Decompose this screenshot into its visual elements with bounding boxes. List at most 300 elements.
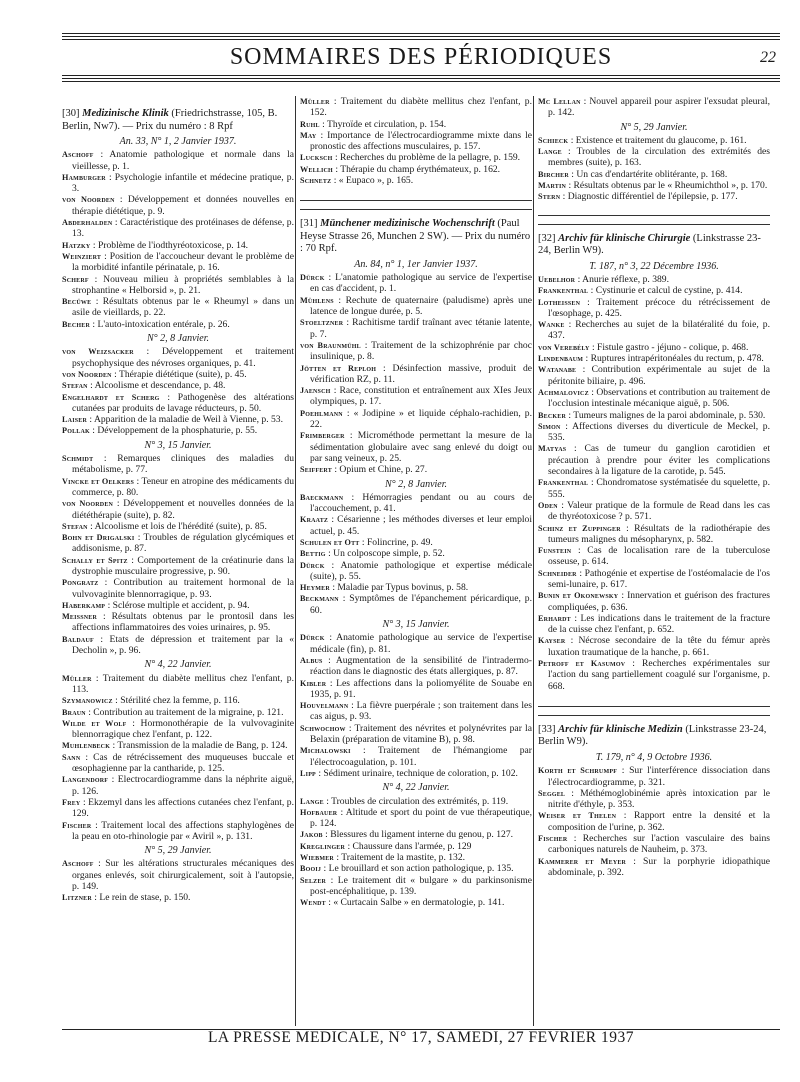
article-title: : Le rein de stase, p. 150.	[94, 892, 191, 904]
article-title: : Traitement du diabète mellitus chez l'enfant, p. 152.	[310, 96, 533, 119]
article-title: : Traitement de la schizophrénie par choc insulinique, p. 8.	[310, 339, 532, 363]
article-title: : Ekzemyl dans les affections cutanées chez l'enfant, p. 129.	[72, 796, 294, 820]
article-author: Heymer	[300, 583, 330, 593]
article-title: : Hémorragies pendant ou au cours de l'accouchement, p. 41.	[310, 491, 532, 515]
article-author: Schulen et Ott	[300, 538, 360, 547]
article-title: : « Eupaco », p. 165.	[333, 175, 414, 187]
article-author: Mc Lellan	[538, 97, 581, 106]
article-title: : Recherches du problème de la pellagre, p. 159.	[334, 152, 521, 164]
article-entry	[300, 829, 532, 840]
article-author: Weiser et Thelen	[538, 811, 617, 821]
journal-heading	[300, 218, 532, 256]
issue-label: N° 3, 15 Janvier.	[382, 619, 450, 631]
article-entry	[300, 175, 532, 186]
article-author: Seggel	[538, 788, 566, 798]
article-entry	[300, 655, 532, 678]
article-title: : Pathogenèse des altérations cutanées par produits de lavage réducteurs, p. 50.	[72, 391, 294, 414]
article-title: : Existence et traitement du glaucome, p. 161.	[570, 134, 747, 146]
article-title: : Diagnostic différentiel de l'épilepsie, p. 177.	[562, 191, 738, 203]
article-title: : Traitement local des affections staphylogènes de la peau en oto-rhinologie par « Aviril », p. 131.	[72, 819, 294, 842]
article-author: Scherf	[62, 274, 89, 284]
article-author: von Braunmühl	[300, 340, 361, 350]
article-entry	[300, 385, 532, 408]
article-author: Jötten et Reploh	[300, 363, 377, 373]
article-author: Schinz et Zuppinger	[538, 523, 621, 533]
article-entry	[300, 807, 532, 830]
article-entry	[538, 96, 770, 119]
article-author: Funstein	[538, 546, 572, 556]
article-entry	[300, 875, 532, 898]
article-author: Dürck	[300, 560, 325, 570]
article-title: : Affections diverses du diverticule de Meckel, p. 535.	[548, 420, 770, 444]
article-entry	[538, 319, 770, 342]
issue-label: N° 2, 8 Janvier.	[384, 478, 448, 490]
article-title: : Les indications dans le traitement de la fracture de la cuisse chez l'enfant, p. 652.	[548, 612, 770, 636]
article-entry	[538, 590, 770, 613]
article-entry	[62, 707, 294, 718]
article-entry	[538, 523, 770, 546]
article-entry	[62, 695, 294, 706]
section-divider	[538, 706, 770, 707]
article-author: Lucksch	[300, 153, 333, 163]
article-author: Lipp	[300, 768, 316, 778]
article-author: Albus	[300, 655, 323, 665]
article-author: von Noorden	[62, 499, 114, 509]
article-author: Haberkamp	[62, 600, 106, 610]
issue-label: N° 5, 29 Janvier.	[144, 845, 212, 857]
article-title: : Traitement du diabète mellitus chez l'enfant, p. 113.	[72, 672, 295, 695]
top-rule	[62, 33, 780, 34]
article-title: : Développement et données nouvelles en thérapie diététique, p. 9.	[72, 194, 294, 217]
article-title: : Résultats obtenus par le prontosil dans les affections inflammatoires des voies urinaires, p. 95.	[72, 611, 294, 634]
article-author: Becker	[538, 410, 566, 420]
article-title: : Un colposcope simple, p. 52.	[328, 548, 445, 560]
article-author: Wellich	[300, 164, 333, 174]
article-entry	[538, 274, 770, 285]
article-author: Lange	[300, 796, 324, 806]
article-entry	[538, 568, 770, 591]
article-title: : Recherches sur l'action vasculaire des bains carboniques naturels de Nauheim, p. 373.	[548, 833, 770, 856]
article-entry	[62, 425, 294, 436]
article-title: : Traitement de l'hémangiome par l'électrocoagulation, p. 101.	[310, 745, 532, 768]
article-title: : Blessures du ligament interne du genou, p. 127.	[325, 829, 514, 841]
article-entry	[538, 353, 770, 364]
top-rule	[62, 39, 780, 40]
issue-label: N° 3, 15 Janvier.	[144, 439, 212, 451]
article-author: Simon	[538, 421, 561, 431]
article-author: Hofbauer	[300, 807, 338, 817]
article-author: Bunin et Okonewsky	[538, 591, 619, 601]
section-divider	[538, 215, 770, 216]
article-title: : Développement de la phosphaturie, p. 55.	[92, 425, 258, 437]
article-title: : Cas de rétrécissement des muqueuses buccale et œsophagienne par la cantharide, p. 125.	[72, 751, 294, 775]
article-author: Abderhalden	[62, 218, 113, 228]
article-entry	[62, 319, 294, 330]
article-title: : Caractéristique des protéinases de défense, p. 13.	[72, 217, 294, 240]
article-entry	[62, 380, 294, 391]
article-title: : Développement et traitement psychophysique des névroses organiques, p. 41.	[72, 346, 294, 369]
article-author: Martin	[538, 181, 567, 191]
article-title: : Recherches au sujet de la bilatéralité du foie, p. 437.	[548, 319, 770, 342]
article-entry	[62, 172, 294, 195]
article-entry	[300, 430, 532, 464]
article-title: : Remarques cliniques des maladies du métabolisme, p. 77.	[72, 453, 294, 476]
column-divider	[533, 96, 534, 1026]
article-entry	[538, 364, 770, 387]
article-entry	[62, 555, 294, 578]
article-entry	[538, 180, 770, 191]
article-entry	[300, 164, 532, 175]
article-entry	[62, 858, 294, 892]
article-title: : Position de l'accoucheur devant le problème de la morbidité infantile périnatale, p. 16.	[72, 250, 294, 274]
entry-list	[538, 96, 770, 119]
article-entry	[62, 414, 294, 425]
article-author: Kraatz	[300, 515, 329, 525]
article-author: Langendorf	[62, 775, 109, 785]
article-title: : Cas de tumeur du ganglion carotidien et précaution à prendre pour éviter les complications secondaires à la ligature de la carotide, p. 545.	[548, 443, 770, 478]
article-author: Kayser	[538, 636, 566, 646]
article-entry	[62, 634, 294, 657]
article-entry	[538, 169, 770, 180]
article-entry	[538, 788, 770, 811]
article-entry	[62, 740, 294, 751]
article-entry	[300, 492, 532, 515]
article-entry	[538, 635, 770, 658]
column-divider	[295, 96, 296, 1026]
article-title: : Traitement précoce du rétrécissement de l'œsophage, p. 425.	[548, 296, 770, 319]
header-rule	[62, 81, 780, 82]
article-author: Petroff et Kasumov	[538, 659, 626, 669]
article-title: : Observations et contribution au traitement de l'occlusion intestinale mécanique aiguë, p. 506.	[548, 386, 770, 410]
article-author: Mühlens	[300, 295, 334, 305]
issue-label: N° 4, 22 Janvier.	[144, 659, 212, 671]
article-entry	[300, 632, 532, 655]
article-entry	[538, 443, 770, 477]
article-title: : Un cas d'endartérite oblitérante, p. 168.	[571, 168, 728, 180]
article-title: : Electrocardiogramme dans la néphrite aiguë, p. 126.	[72, 774, 294, 797]
article-title: : Chondromatose systématisée du squelette, p. 555.	[548, 477, 770, 500]
article-title: : Rapport entre la densité et la composition de l'urine, p. 362.	[548, 810, 770, 833]
article-author: Schneider	[538, 568, 577, 578]
article-entry	[62, 718, 294, 741]
article-entry	[300, 514, 532, 537]
journal-info: (Linkstrasse 23-24, Berlin W9).	[538, 232, 761, 257]
journal-number: [31]	[300, 218, 318, 230]
article-entry	[300, 272, 532, 295]
article-entry	[538, 285, 770, 296]
article-title: : Augmentation de la sensibilité de l'intradermo-réaction dans le diagnostic des états allergiques, p. 87.	[310, 654, 533, 678]
article-title: : Stérilité chez la femme, p. 116.	[115, 695, 240, 707]
article-author: Weinziert	[62, 251, 102, 261]
article-title: : Alcoolisme et lois de l'hérédité (suite), p. 85.	[90, 520, 267, 532]
article-entry	[300, 317, 532, 340]
article-entry	[300, 537, 532, 548]
article-title: : Opium et Chine, p. 27.	[334, 464, 428, 476]
article-author: Wendt	[300, 898, 326, 908]
article-author: Jaensch	[300, 386, 331, 396]
column-2	[300, 96, 532, 909]
article-title: : Césarienne ; les méthodes diverses et leur emploi actuel, p. 45.	[310, 514, 533, 537]
article-author: Dürck	[300, 633, 325, 643]
article-title: : Maladie par Typus bovinus, p. 58.	[332, 582, 469, 594]
article-entry	[300, 796, 532, 807]
article-author: Becüwe	[62, 297, 92, 307]
article-title: : Traitement de la mastite, p. 132.	[336, 852, 466, 864]
article-author: Poehlmann	[300, 408, 343, 418]
article-title: : Apparition de la maladie de Weil à Vienne, p. 53.	[89, 414, 284, 426]
article-author: Aschoff	[62, 859, 94, 869]
article-entry	[62, 217, 294, 240]
article-entry	[538, 191, 770, 202]
article-entry	[62, 453, 294, 476]
entry-list	[538, 765, 770, 878]
article-author: May	[300, 130, 317, 140]
article-author: Houvelmann	[300, 701, 349, 711]
journal-name: Medizinische Klinik	[82, 108, 169, 119]
article-entry	[300, 863, 532, 874]
article-title: : Le brouillard et son action pathologique, p. 135.	[323, 863, 514, 875]
article-author: Müller	[62, 673, 92, 683]
section-divider	[300, 209, 532, 210]
issue-label: N° 4, 22 Janvier.	[382, 782, 450, 794]
article-author: Erhardt	[538, 613, 571, 623]
article-entry	[62, 476, 294, 499]
header-rule	[62, 78, 780, 79]
article-title: : Psychologie infantile et médecine pratique, p. 3.	[72, 171, 294, 195]
article-author: Schieck	[538, 135, 569, 145]
issue-list	[300, 259, 532, 909]
article-entry	[62, 892, 294, 903]
article-entry	[300, 152, 532, 163]
article-entry	[62, 820, 294, 843]
article-author: Wanke	[538, 320, 565, 330]
article-title: : Anatomie pathologique et expertise médicale (suite), p. 55.	[310, 559, 532, 582]
journal-number: [32]	[538, 232, 556, 244]
article-entry	[300, 363, 532, 386]
article-entry	[538, 545, 770, 568]
article-title: : Race, constitution et entraînement aux XIes Jeux olympiques, p. 17.	[310, 385, 532, 408]
article-entry	[300, 340, 532, 363]
article-author: Frankenthal	[538, 286, 589, 296]
article-entry	[538, 856, 770, 879]
article-entry	[300, 130, 532, 153]
article-entry	[538, 765, 770, 788]
article-title: : Contribution au traitement de la migraine, p. 121.	[88, 706, 284, 718]
article-title: : Folincrine, p. 49.	[361, 537, 433, 548]
article-title: : Résultats obtenus par le « Rheumyl » dans un asile de vieillards, p. 22.	[72, 296, 294, 319]
article-author: Stern	[538, 192, 561, 202]
article-title: : Alcoolisme et descendance, p. 48.	[90, 380, 226, 392]
article-entry	[62, 577, 294, 600]
article-title: : Anatomie pathologique au service de l'expertise médicale (fin), p. 81.	[310, 632, 533, 655]
article-title: : Troubles de régulation glycémiques et addisonisme, p. 87.	[72, 532, 294, 555]
article-entry	[62, 611, 294, 634]
article-title: : Sédiment urinaire, technique de coloration, p. 102.	[318, 767, 518, 779]
journal-info: (Paul Heyse Strasse 26, Munchen 2 SW). — Prix du numéro : 70 Rpf.	[300, 218, 531, 255]
article-author: Uebelhor	[538, 274, 576, 284]
article-author: von Noorden	[62, 369, 112, 379]
article-title: : Problème de l'iodthyréotoxicose, p. 14.	[92, 239, 249, 251]
article-author: Wiebmer	[300, 853, 334, 863]
article-author: Frankenthal	[538, 478, 589, 488]
article-entry	[62, 498, 294, 521]
article-title: : Teneur en atropine des médicaments du commerce, p. 80.	[72, 475, 294, 498]
article-entry	[62, 274, 294, 297]
article-author: Litzner	[62, 893, 92, 903]
article-title: : Recherches expérimentales sur l'action du sang partiellement coagulé sur l'organisme, p. 668.	[548, 658, 770, 692]
issue-label: An. 33, N° 1, 2 Janvier 1937.	[119, 136, 237, 147]
top-rule	[62, 36, 780, 37]
article-author: Braun	[62, 707, 86, 717]
issue-label: An. 84, n° 1, 1er Janvier 1937.	[354, 258, 478, 270]
article-entry	[538, 146, 770, 169]
article-title: : Désinfection massive, produit de vérification RZ, p. 11.	[310, 362, 532, 385]
article-author: Szymanowicz	[62, 696, 113, 706]
article-entry	[300, 548, 532, 559]
article-author: Aschoff	[62, 150, 94, 160]
page-number: 22	[760, 49, 776, 66]
article-entry	[538, 297, 770, 320]
article-entry	[62, 240, 294, 251]
journal-name: Archiv für klinische Medizin	[558, 723, 683, 735]
entry-list	[538, 274, 770, 692]
journal-heading	[538, 233, 770, 258]
article-title: : Sur les altérations structurales mécaniques des organes enlevés, soit chirurgicalement, soit à l'autopsie, p. 149.	[72, 858, 294, 892]
article-author: von Weizsacker	[62, 347, 134, 357]
article-title: : Microméthode permettant la mesure de la sédimentation globulaire avec sang enlevé du doigt ou par sang veineux, p. 25.	[310, 430, 532, 464]
article-entry	[538, 421, 770, 444]
article-author: Kreglinger	[300, 841, 346, 851]
article-title: : L'anatomie pathologique au service de l'expertise en cas d'accident, p. 1.	[310, 272, 532, 295]
article-title: : Transmission de la maladie de Bang, p. 124.	[112, 740, 288, 752]
article-entry	[538, 135, 770, 146]
article-author: Kammerer et Meyer	[538, 856, 627, 866]
section-divider	[300, 200, 532, 201]
article-entry	[538, 810, 770, 833]
article-author: Pongratz	[62, 578, 99, 588]
article-title: : Thérapie diététique (suite), p. 45.	[114, 368, 247, 380]
article-title: : Rachitisme tardif traînant avec tétanie latente, p. 7.	[310, 317, 532, 340]
article-entry	[300, 582, 532, 593]
article-author: Baldauf	[62, 634, 94, 644]
article-author: Muhlenbeck	[62, 741, 111, 751]
article-title: : Sur l'interférence dissociation dans l'électrocardiogramme, p. 321.	[548, 765, 771, 788]
article-author: Hatzky	[62, 240, 91, 250]
article-entry	[62, 600, 294, 611]
article-author: Schnetz	[300, 176, 332, 186]
article-author: Fischer	[538, 834, 568, 844]
article-entry	[62, 149, 294, 172]
entry-list	[300, 96, 532, 186]
article-author: Frey	[62, 797, 81, 807]
article-title: : Méthémoglobinémie après intoxication par le nitrite d'éthyle, p. 353.	[548, 787, 770, 811]
article-title: : Valeur pratique de la formule de Read dans les cas de thyréotoxicose ? p. 571.	[548, 499, 770, 523]
article-author: Stefan	[62, 521, 88, 531]
article-title: : Fistule gastro - jéjuno - colique, p. 468.	[591, 341, 749, 353]
article-entry	[538, 500, 770, 523]
article-entry	[300, 464, 532, 475]
article-author: Stefan	[62, 381, 88, 391]
article-author: Wilde et Wolf	[62, 718, 127, 728]
article-title: : Résultats de la radiothérapie des tumeurs malignes du mésopharynx, p. 582.	[548, 522, 770, 545]
issue-label: T. 187, n° 3, 22 Décembre 1936.	[589, 260, 719, 272]
section-divider	[538, 224, 770, 225]
article-title: : Pathogénie et expertise de l'ostéomalacie de l'os semi-lunaire, p. 617.	[548, 567, 770, 590]
article-entry	[62, 392, 294, 415]
article-entry	[300, 119, 532, 130]
article-title: : Contribution expérimentale au sujet de la péritonite biliaire, p. 496.	[548, 364, 770, 387]
article-title: : « Jodipine » et liquide céphalo-rachidien, p. 22.	[310, 407, 533, 431]
article-author: Lange	[538, 147, 562, 157]
article-author: Baeckmann	[300, 492, 344, 502]
issue-label: N° 5, 29 Janvier.	[620, 121, 688, 133]
article-title: : Thérapie du champ érythémateux, p. 162.	[335, 163, 501, 175]
article-entry	[300, 408, 532, 431]
article-author: Sann	[62, 752, 81, 762]
article-entry	[62, 346, 294, 369]
journal-name: Münchener medizinische Wochenschrift	[320, 218, 495, 230]
page-title: SOMMAIRES DES PÉRIODIQUES	[229, 44, 613, 70]
article-title: : Innervation et guérison des fractures compliquées, p. 636.	[548, 590, 770, 613]
journal-heading	[62, 108, 294, 133]
article-title: : Développement et nouvelles données de la diététhérapie (suite), p. 82.	[72, 498, 295, 521]
article-author: Seiffert	[300, 465, 332, 475]
article-author: Achmaloviсz	[538, 387, 589, 397]
article-entry	[538, 477, 770, 500]
article-title: : Nécrose secondaire de la tête du fémur après luxation traumatique de la hanche, p. 661.	[548, 635, 770, 658]
article-title: : Symptômes de l'épanchement péricardique, p. 60.	[310, 593, 532, 616]
article-title: : Sur la porphyrie idiopathique abdominale, p. 392.	[548, 855, 770, 878]
article-author: Dürck	[300, 273, 325, 283]
article-title: : Ruptures intrapéritonéales du rectum, p. 478.	[585, 353, 764, 365]
article-title: : Hormonothérapie de la vulvovaginite blennorragique chez l'enfant, p. 122.	[72, 717, 294, 741]
article-entry	[62, 369, 294, 380]
article-title: : La fièvre puerpérale ; son traitement dans les cas aigus, p. 93.	[310, 700, 532, 723]
article-author: Ruhl	[300, 119, 320, 129]
article-title: : Contribution au traitement hormonal de la vulvovaginite blennorragique, p. 93.	[72, 577, 294, 600]
article-author: Selzer	[300, 875, 327, 885]
article-author: Lindenbaum	[538, 354, 584, 364]
article-entry	[62, 774, 294, 797]
article-author: Müller	[300, 97, 330, 106]
article-entry	[300, 841, 532, 852]
article-entry	[300, 768, 532, 779]
header-rule	[62, 75, 780, 76]
article-entry	[300, 852, 532, 863]
article-entry	[300, 593, 532, 616]
article-title: : Altitude et sport du point de vue thérapeutique, p. 124.	[310, 806, 532, 830]
article-author: Watanabe	[538, 365, 577, 375]
article-author: Schwochow	[300, 723, 346, 733]
journal-info: (Linkstrasse 23-24, Berlin W9).	[538, 723, 767, 748]
article-author: Vincke et Oelkers	[62, 476, 134, 486]
article-entry	[300, 295, 532, 318]
article-author: Korth et Schrumpf	[538, 766, 618, 776]
column-1	[62, 96, 294, 904]
article-author: von Verebély	[538, 342, 590, 352]
article-title: : Tumeurs malignes de la paroi abdominale, p. 530.	[568, 409, 766, 421]
article-entry	[300, 897, 532, 908]
article-author: Laiser	[62, 415, 88, 425]
article-entry	[538, 658, 770, 692]
article-title: : Chaussure dans l'armée, p. 129	[347, 840, 472, 852]
footer-text: LA PRESSE MEDICALE, N° 17, SAMEDI, 27 FEVRIER 1937	[207, 1029, 635, 1046]
article-title: : Les affections dans la poliomyélite de Souabe en 1935, p. 91.	[310, 677, 532, 700]
article-entry	[538, 342, 770, 353]
article-entry	[300, 745, 532, 768]
article-author: Booij	[300, 864, 322, 874]
article-title: : Traitement des névrites et polynévrites par la Belaxin (préparation de vitamine B), p. 98.	[310, 722, 532, 746]
